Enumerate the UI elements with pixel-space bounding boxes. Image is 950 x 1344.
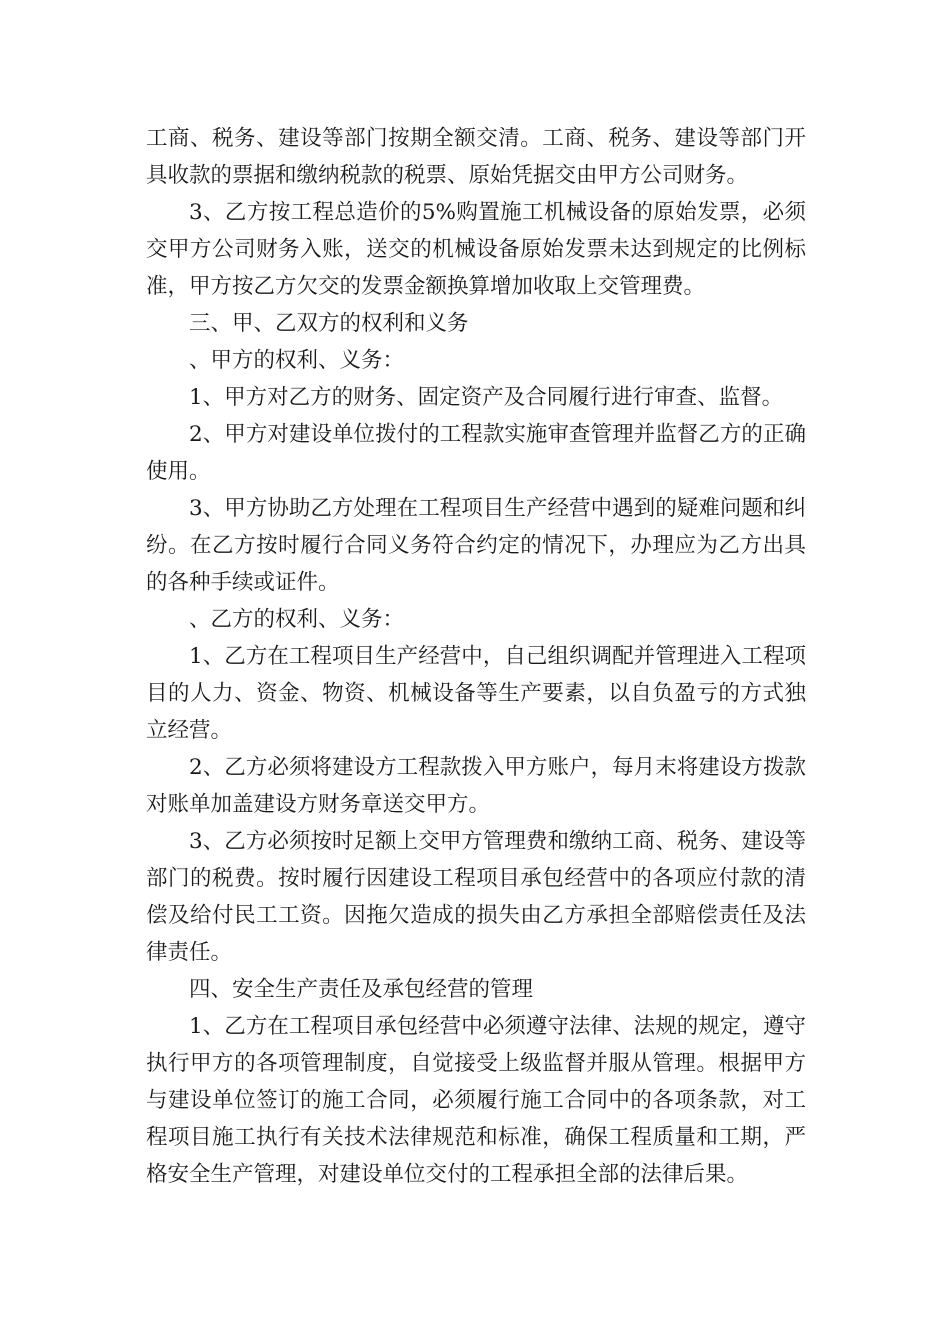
section-heading: 三、甲、乙双方的权利和义务: [189, 311, 469, 336]
paragraph: 3、甲方协助乙方处理在工程项目生产经营中遇到的疑难问题和纠纷。在乙方按时履行合同义务符合约定的情况下，办理应为乙方出具的各种手续或证件。: [146, 496, 806, 595]
paragraph: 1、甲方对乙方的财务、固定资产及合同履行进行审查、监督。: [189, 385, 784, 410]
paragraph: 2、甲方对建设单位拨付的工程款实施审查管理并监督乙方的正确使用。: [146, 422, 806, 484]
paragraph: 1、乙方在工程项目承包经营中必须遵守法律、法规的规定，遵守执行甲方的各项管理制度，自觉接受上级监督并服从管理。根据甲方与建设单位签订的施工合同，必须履行施工合同中的各项条款，对工程项目施工执行有关技术法律规范和标准，确保工程质量和工期，严格安全生产管理，对建设单位交付的工程承担全部的法律后果。: [146, 1014, 806, 1187]
subsection-heading: 、乙方的权利、义务：: [189, 607, 405, 632]
paragraph: 3、乙方必须按时足额上交甲方管理费和缴纳工商、税务、建设等部门的税费。按时履行因建设工程项目承包经营中的各项应付款的清偿及给付民工工资。因拖欠造成的损失由乙方承担全部赔偿责任及法律责任。: [146, 829, 806, 965]
document-body: [146, 120, 806, 1193]
subsection-heading: 、甲方的权利、义务：: [189, 348, 405, 373]
paragraph: 1、乙方在工程项目生产经营中，自己组织调配并管理进入工程项目的人力、资金、物资、机械设备等生产要素，以自负盈亏的方式独立经营。: [146, 644, 806, 743]
paragraph: 3、乙方按工程总造价的5%购置施工机械设备的原始发票，必须交甲方公司财务入账，送交的机械设备原始发票未达到规定的比例标准，甲方按乙方欠交的发票金额换算增加收取上交管理费。: [146, 200, 806, 299]
paragraph: 2、乙方必须将建设方工程款拨入甲方账户，每月末将建设方拨款对账单加盖建设方财务章送交甲方。: [146, 755, 806, 817]
section-heading: 四、安全生产责任及承包经营的管理: [189, 977, 534, 1002]
paragraph: 工商、税务、建设等部门按期全额交清。工商、税务、建设等部门开具收款的票据和缴纳税款的税票、原始凭据交由甲方公司财务。: [146, 126, 806, 188]
